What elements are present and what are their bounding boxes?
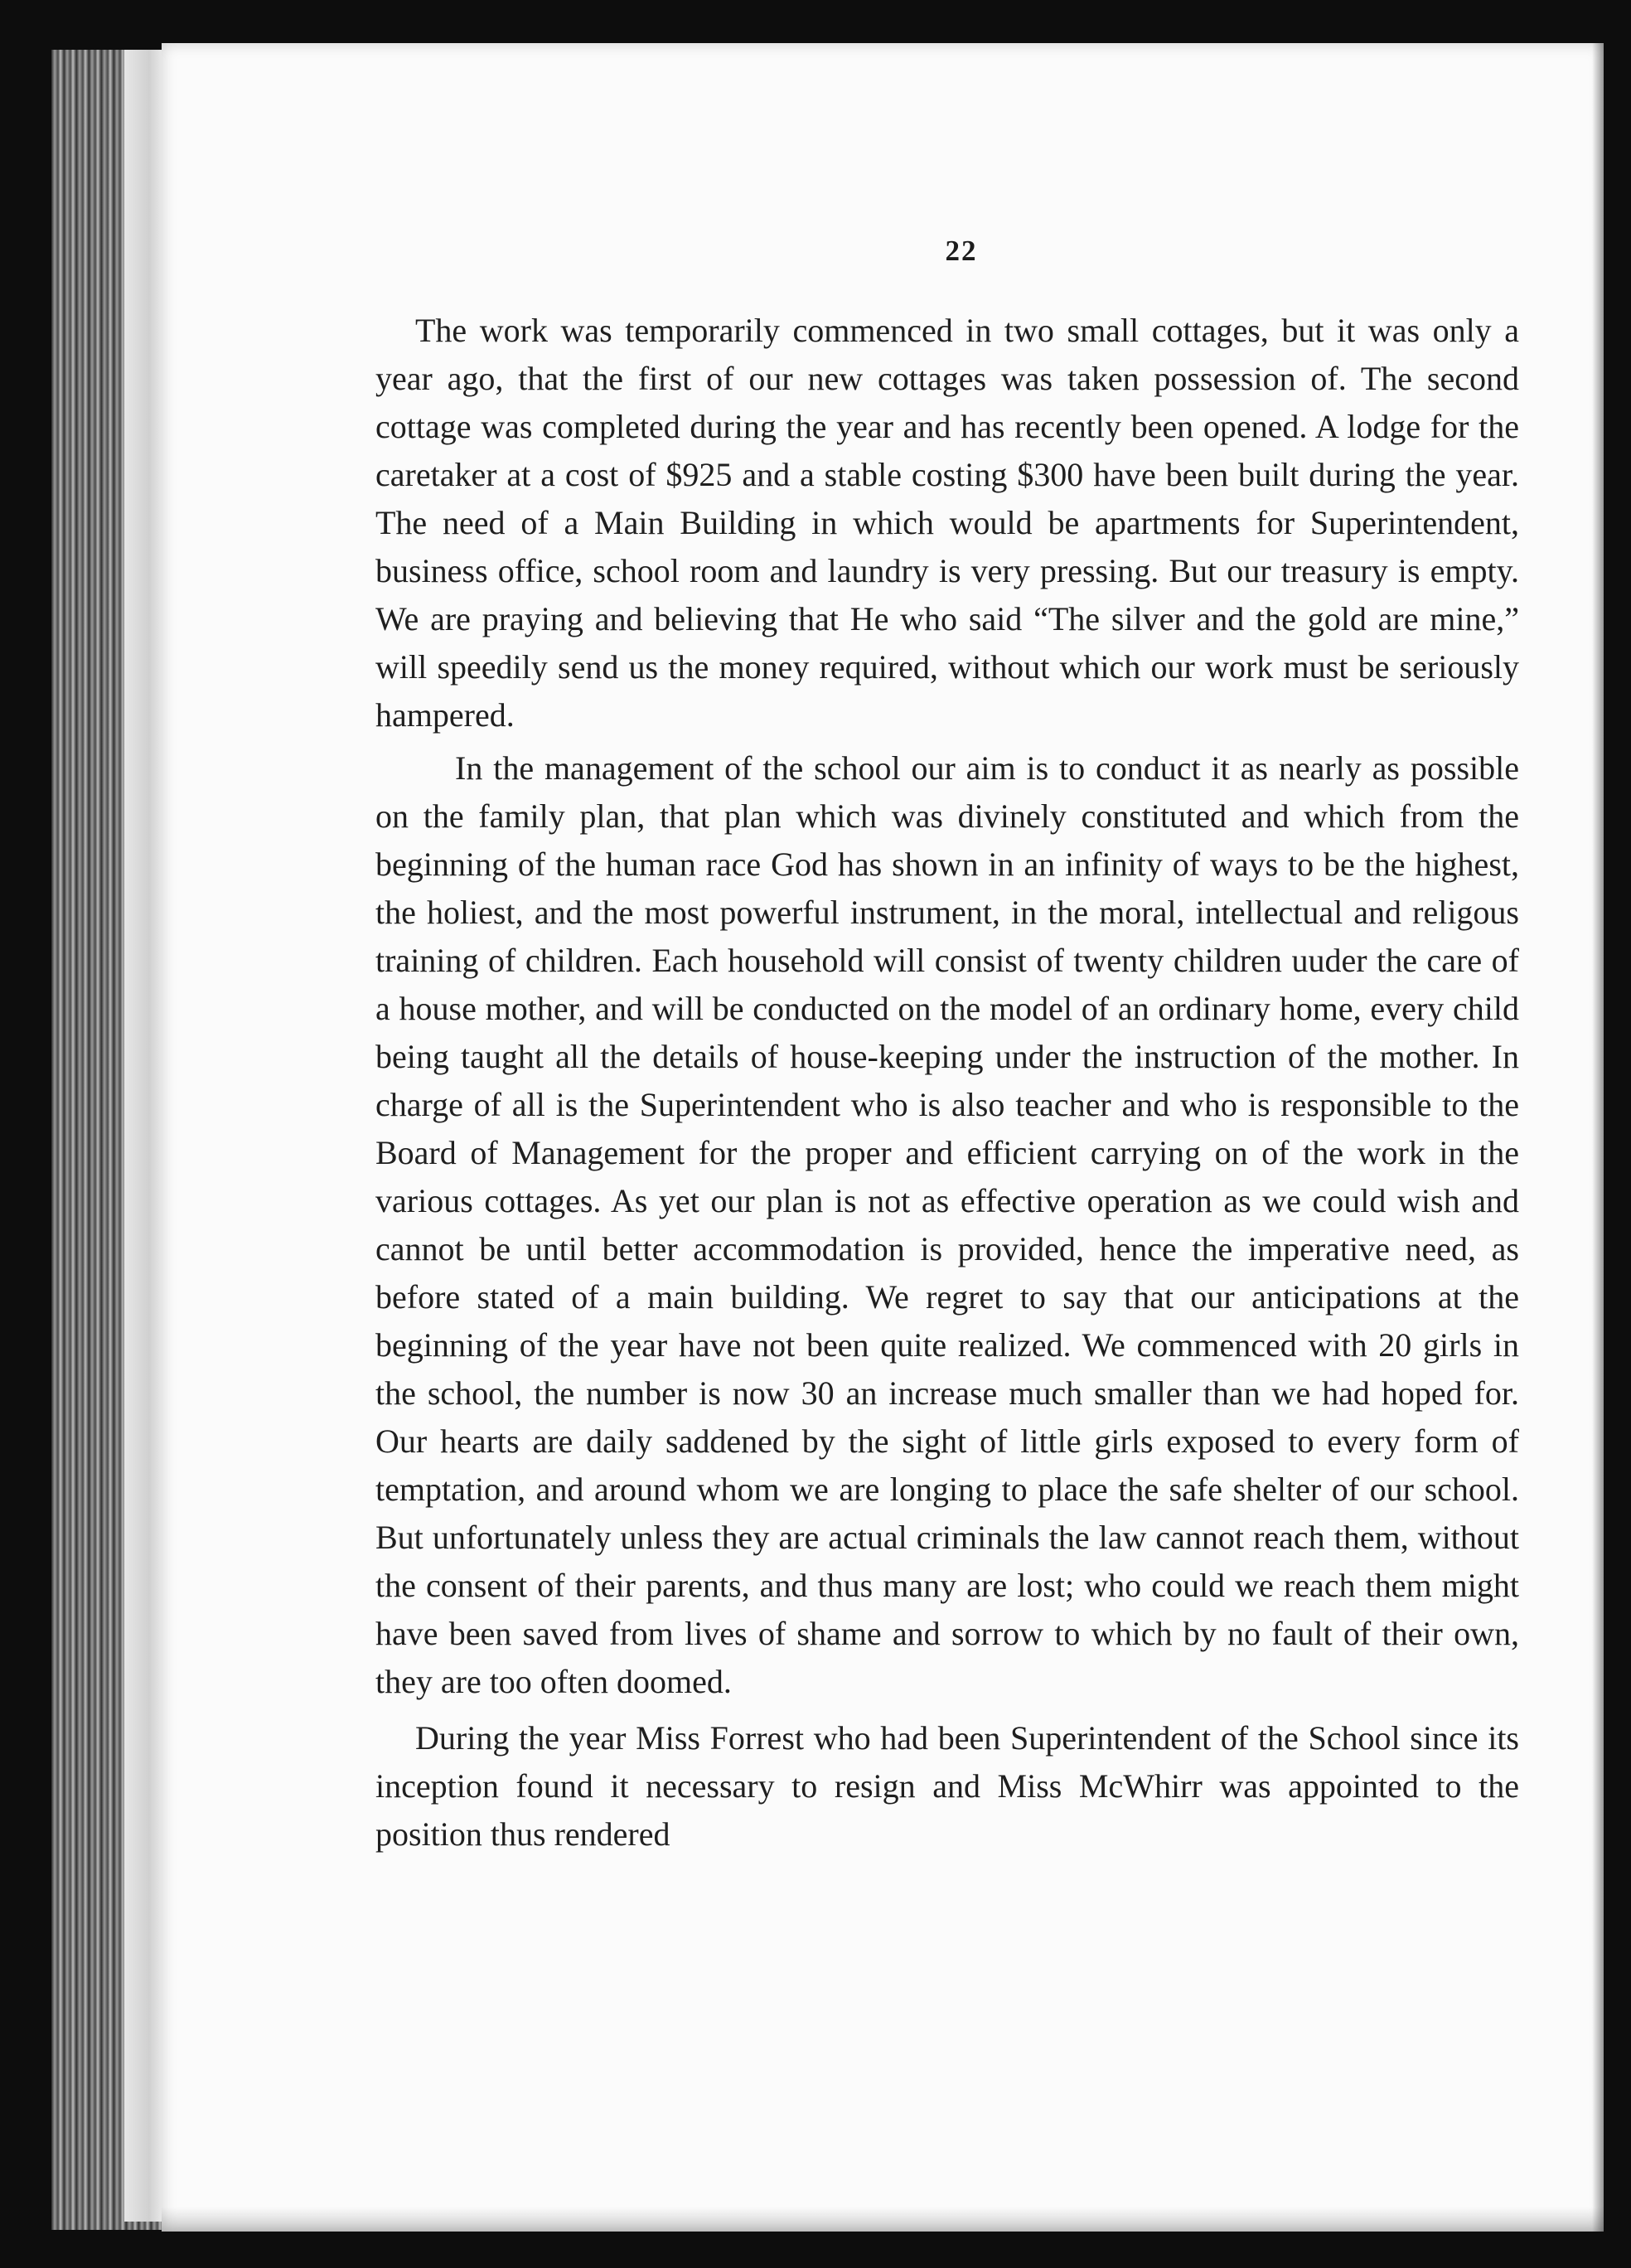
paragraph-management: In the management of the school our aim is to conduct it as nearly as possible on the family plan, that plan which was divinely constituted and which from the beginning of the human race God has shown in an infinity of ways to be the highest, the holiest, and the most powerful instrument, in the moral, intellectual and religous training of children. Each household will consist of twenty children uuder the care of a house mother, and will be conducted on the model of an ordinary home, every child being taught all the details of house-keeping under the instruction of the mother. In charge of all is the Superintendent who is also teacher and who is responsible to the Board of Management for the proper and efficient carrying on of the work in the various cottages. As yet our plan is not as effective operation as we could wish and cannot be until better accommodation is provided, hence the imperative need, as before stated of a main building. We regret to say that our anticipations at the beginning of the year have not been quite realized. We commenced with 20 girls in the school, the number is now 30 an increase much smaller than we had hoped for. Our hearts are daily saddened by the sight of little girls exposed to every form of temptation, and around whom we are longing to place the safe shelter of our school. But unfortunately unless they are actual criminals the law cannot reach them, without the consent of their parents, and thus many are lost; who could we reach them might have been saved from lives of shame and sorrow to which by no fault of their own, they are too often doomed. [375, 749, 1519, 1700]
body-text [375, 307, 1519, 1858]
page-number: 22 [945, 235, 978, 267]
page-bottom-shadow [162, 2207, 1604, 2232]
book-gutter [124, 50, 166, 2222]
page-edge-shadow [1592, 43, 1604, 2232]
paragraph-superintendent: During the year Miss Forrest who had been Superintendent of the School since its inception found it necessary to resign and Miss McWhirr was appointed to the position thus rendered [375, 1719, 1519, 1853]
paragraph-cottages: The work was temporarily commenced in two small cottages, but it was only a year ago, that the first of our new cottages was taken possession of. The second cottage was completed during the year and has recently been opened. A lodge for the caretaker at a cost of $925 and a stable costing $300 have been built during the year. The need of a Main Building in which would be apartments for Superintendent, business office, school room and laundry is very pressing. But our treasury is empty. We are praying and believing that He who said “The silver and the gold are mine,” will speedily send us the money required, without which our work must be seriously hampered. [375, 312, 1519, 734]
